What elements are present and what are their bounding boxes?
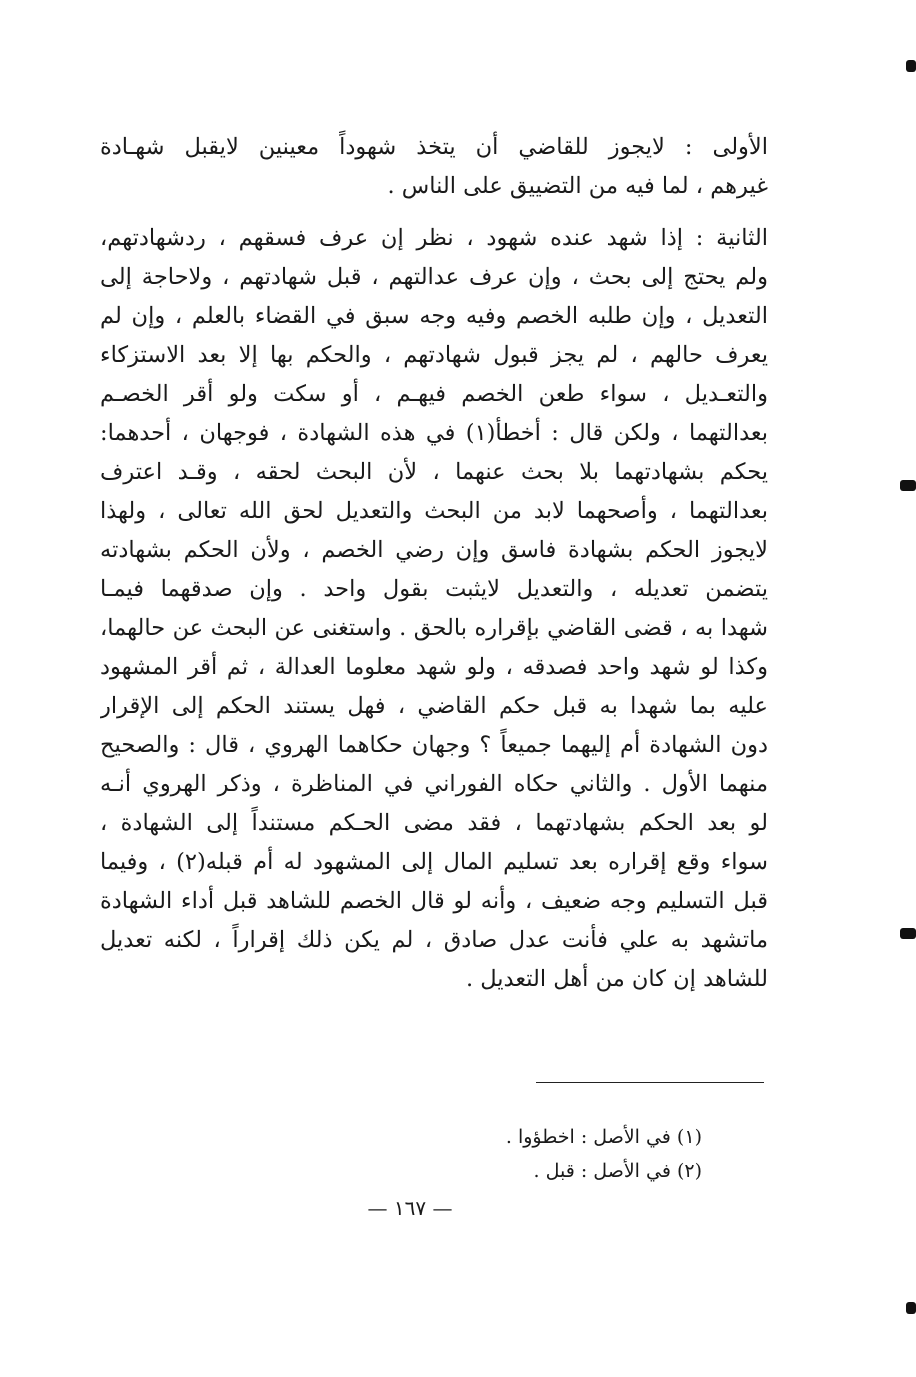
text-line: التعديل ، وإن طلبه الخصم وفيه وجه سبق في القضاء بالعلم ، وإن لم — [100, 303, 768, 329]
text-line: بعدالتهما ، وأصحهما لابد من البحث والتعديل لحق الله تعالى ، ولهذا — [100, 498, 768, 524]
footnote-2: (٢) في الأصل : قبل . — [533, 1160, 702, 1182]
text-line: منهما الأول . والثاني حكاه الفوراني في المناظرة ، وذكر الهروي أنـه — [100, 771, 768, 797]
scan-mark — [906, 1302, 916, 1314]
text-line: لايجوز الحكم بشهادة فاسق وإن رضي الخصم ، ولأن الحكم بشهادته — [100, 537, 768, 563]
text-line: يتضمن تعديله ، والتعديل لايثبت بقول واحد . وإن صدقهما فيمـا — [100, 576, 768, 602]
text-line: قبل التسليم وجه ضعيف ، وأنه لو قال الخصم للشاهد قبل أداء الشهادة — [100, 888, 768, 914]
text-line: وكذا لو شهد واحد فصدقه ، ولو شهد معلوما العدالة ، ثم أقر المشهود — [100, 654, 768, 680]
paragraph-2 — [100, 219, 768, 999]
text-line: عليه بما شهدا به قبل حكم القاضي ، فهل يستند الحكم إلى الإقرار — [100, 693, 768, 719]
paragraph-1 — [100, 128, 768, 206]
scan-mark — [900, 928, 916, 939]
text-line: والتعـديل ، سواء طعن الخصم فيهـم ، أو سكت ولو أقر الخصـم — [100, 381, 768, 407]
text-line: يعرف حالهم ، لم يجز قبول شهادتهم ، والحكم بها إلا بعد الاستزكاء — [100, 342, 768, 368]
page-body — [100, 128, 768, 999]
text-line: بعدالتهما ، ولكن قال : أخطأ(١) في هذه الشهادة ، فوجهان ، أحدهما: — [100, 420, 768, 446]
page-number: — ١٦٧ — — [367, 1196, 453, 1220]
text-line: لو بعد الحكم بشهادتهما ، فقد مضى الحـكم مستنداً إلى الشهادة ، — [100, 810, 768, 836]
text-line: ماتشهد به علي فأنت عدل صادق ، لم يكن ذلك إقراراً ، لكنه تعديل — [100, 927, 768, 953]
scan-mark — [900, 480, 916, 491]
text-line: يحكم بشهادتهما بلا بحث عنهما ، لأن البحث لحقه ، وقـد اعترف — [100, 459, 768, 485]
text-line: شهدا به ، قضى القاضي بإقراره بالحق . واستغنى عن البحث عن حالهما، — [100, 615, 768, 641]
footnote-separator — [536, 1082, 764, 1083]
footnotes — [300, 1120, 702, 1188]
text-line: دون الشهادة أم إليهما جميعاً ؟ وجهان حكاهما الهروي ، قال : والصحيح — [100, 732, 768, 758]
text-line: ولم يحتج إلى بحث ، وإن عرف عدالتهم ، قبل شهادتهم ، ولاحاجة إلى — [100, 264, 768, 290]
text-line: غيرهم ، لما فيه من التضييق على الناس . — [387, 173, 768, 199]
scan-mark — [906, 60, 916, 72]
text-line: سواء وقع إقراره بعد تسليم المال إلى المشهود له أم قبله(٢) ، وفيما — [100, 849, 768, 875]
footnote-1: (١) في الأصل : اخطؤوا . — [505, 1126, 702, 1148]
text-line: للشاهد إن كان من أهل التعديل . — [465, 966, 768, 992]
paragraph-gap — [100, 206, 768, 219]
text-line: الأولى : لايجوز للقاضي أن يتخذ شهوداً معينين لايقبل شهـادة — [100, 134, 768, 160]
text-line: الثانية : إذا شهد عنده شهود ، نظر إن عرف فسقهم ، ردشهادتهم، — [100, 225, 768, 251]
